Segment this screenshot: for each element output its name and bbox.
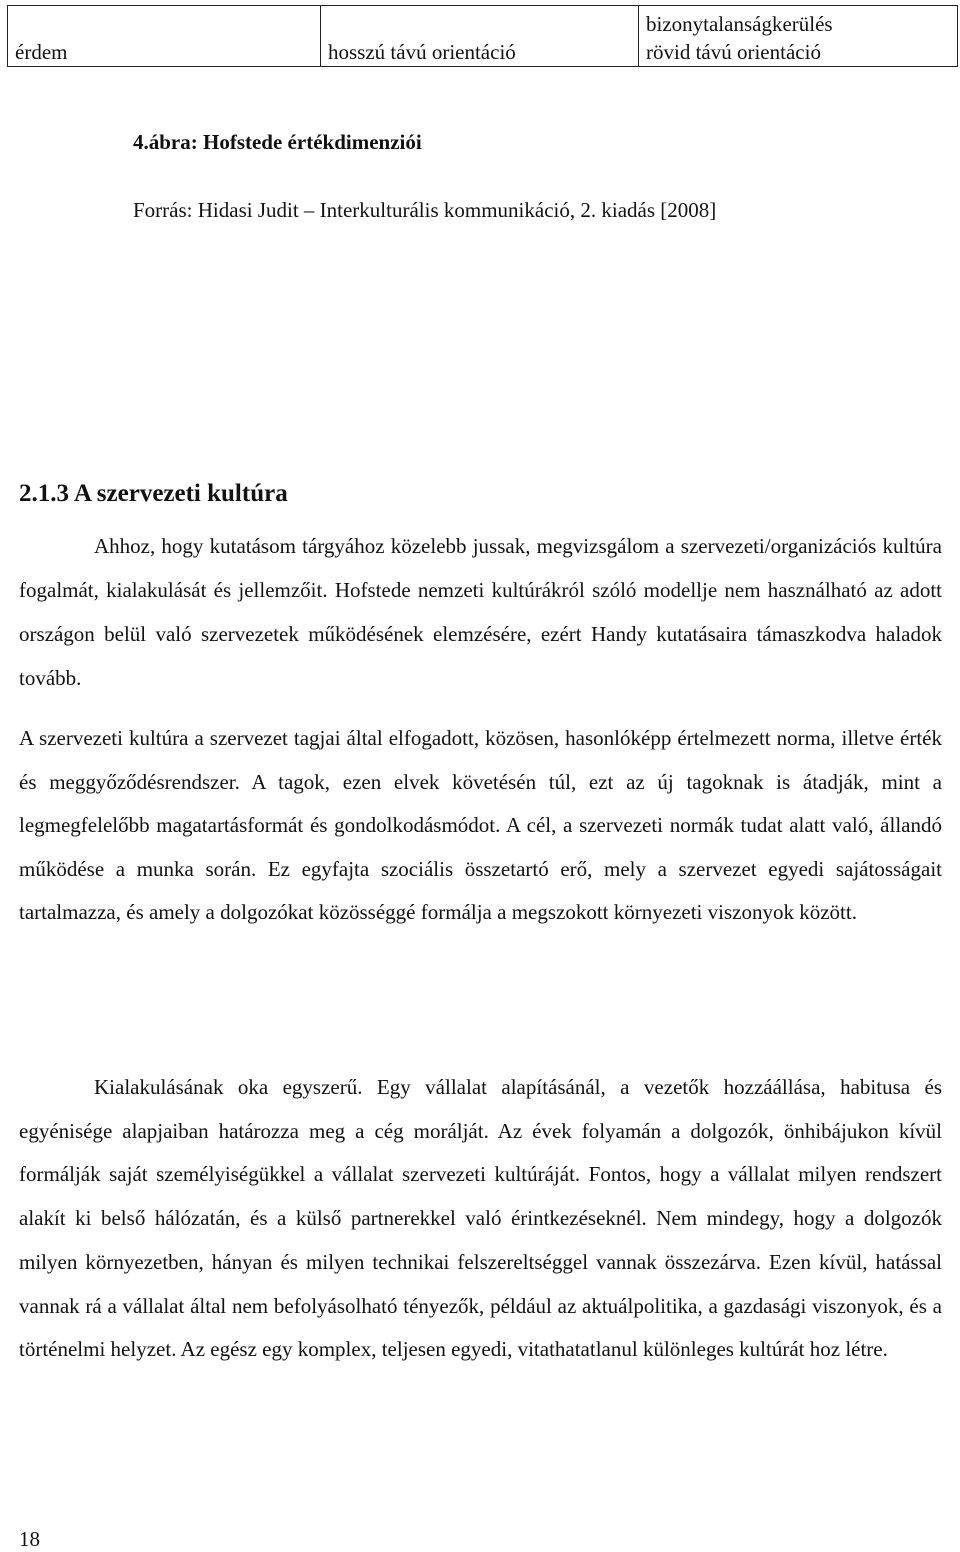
figure-caption: 4.ábra: Hofstede értékdimenziói <box>133 130 422 154</box>
table-cell-long-term <box>321 6 639 67</box>
cell-text: rövid távú orientáció <box>646 40 821 64</box>
cell-text: érdem <box>15 40 68 64</box>
paragraph: A szervezeti kultúra a szervezet tagjai által elfogadott, közösen, hasonlóképp értelmezett norma, illetve érték és meggyőződésrendszer. A tagok, ezen elvek követésén túl, ezt az új tagoknak is átadják, mint a legmegfelelőbb magatartásformát és gondolkodásmódot. A cél, a szervezeti normák tudat alatt való, állandó működése a munka során. Ez egyfajta szociális összetartó erő, mely a szervezet egyedi sajátosságait tartalmazza, és amely a dolgozókat közösséggé formálja a megszokott környezeti viszonyok között. <box>19 726 942 925</box>
dimensions-table <box>7 5 958 67</box>
paragraph: Ahhoz, hogy kutatásom tárgyához közelebb jussak, megvizsgálom a szervezeti/organizációs kultúra fogalmát, kialakulását és jellemzőit. Hofstede nemzeti kultúrákról szóló modellje nem használható az adott országon belül való szervezetek működésének elemzésére, ezért Handy kutatásaira támaszkodva haladok tovább. <box>19 534 942 690</box>
paragraph: Kialakulásának oka egyszerű. Egy vállalat alapításánál, a vezetők hozzáállása, habitusa és egyénisége alapjaiban határozza meg a cég morálját. Az évek folyamán a dolgozók, önhibájukon kívül formálják saját személyiségükkel a vállalat szervezeti kultúráját. Fontos, hogy a vállalat milyen rendszert alakít ki belső hálózatán, és a külső partnerekkel való érintkezéseknél. Nem mindegy, hogy a dolgozók milyen környezetben, hányan és milyen technikai felszereltséggel vannak összezárva. Ezen kívül, hatással vannak rá a vállalat által nem befolyásolható tényezők, például az aktuálpolitika, a gazdasági viszonyok, és a történelmi helyzet. Az egész egy komplex, teljesen egyedi, vitathatatlanul különleges kultúrát hoz létre. <box>19 1075 942 1362</box>
cell-text: bizonytalanságkerülés <box>646 12 833 36</box>
section-heading: 2.1.3 A szervezeti kultúra <box>19 480 288 507</box>
page-number: 18 <box>19 1527 40 1551</box>
table-cell-uncertainty-short-term <box>639 6 958 67</box>
figure-source: Forrás: Hidasi Judit – Interkulturális kommunikáció, 2. kiadás [2008] <box>133 198 717 222</box>
cell-text: hosszú távú orientáció <box>328 40 516 64</box>
table-cell-merit <box>8 6 321 67</box>
table-row <box>8 6 958 67</box>
